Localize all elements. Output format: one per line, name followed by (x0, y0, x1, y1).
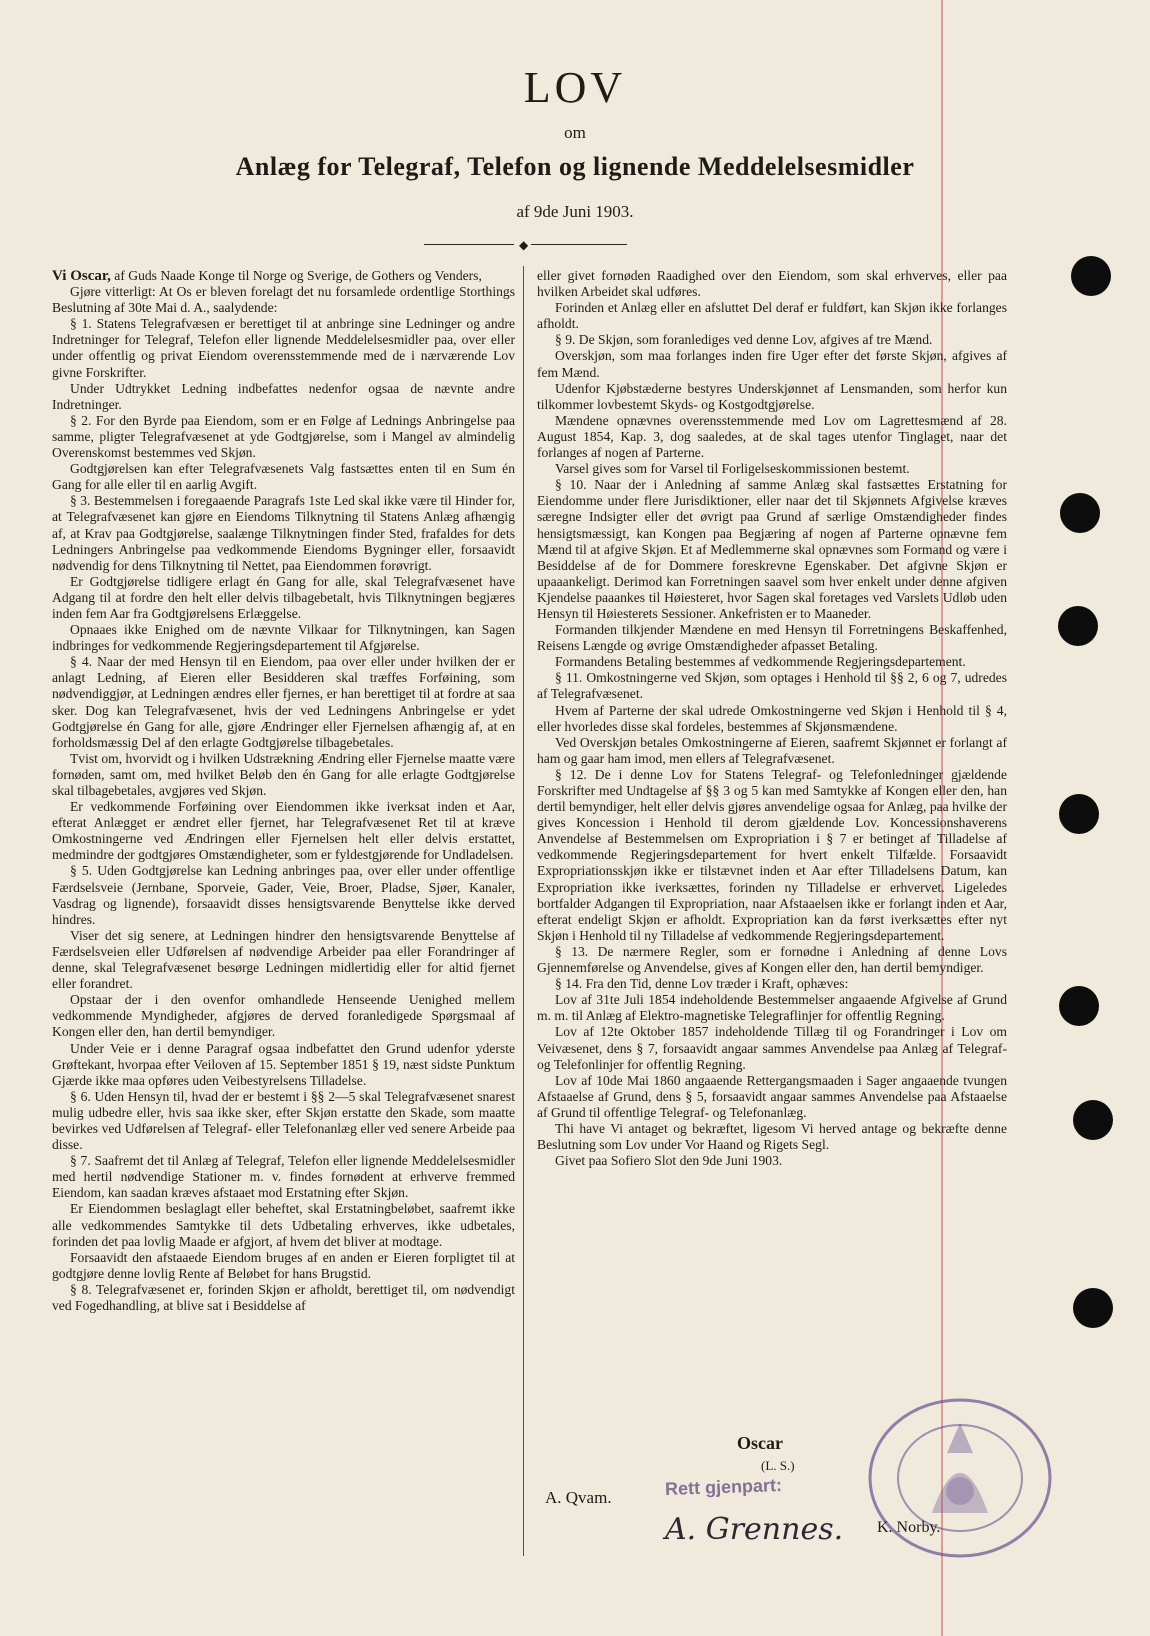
paragraph: Lov af 10de Mai 1860 angaaende Rettergangsmaaden i Sager angaaende tvungen Afstaaelse af Grund, dens § 5, forsaavidt angaar sammes Anvendelse paa Afstaaelse af Grund til offentlige Telegraf- og Telefonanlæg. (537, 1072, 1007, 1120)
paragraph: Under Veie er i denne Paragraf ogsaa indbefattet den Grund udenfor yderste Grøftekant, hvorpaa efter Veiloven af 15. September 1851 § 19, næst sidste Punktum Gjærde ikke maa opføres uden Veibestyrelsens Tilladelse. (52, 1040, 515, 1088)
paragraph: § 12. De i denne Lov for Statens Telegraf- og Telefonledninger gjældende Forskrifter med Undtagelse af §§ 3 og 5 kan med Samtykke af Kongen eller den, han dertil bemyndiger, helt eller delvis gjøres anvendelige ogsaa for Anlæg, paa hvilke der gives Koncession i Henhold til derom gjældende Lov. Koncessionshaverens Anvendelse af Bestemmelsen om Expropriation i § 7 er betinget af Tilladelse af vedkommende Regjeringsdepartement for hvert enkelt Tilfælde. Forsaavidt Expropriationsskjøn ikke er tilstævnet inden et Aar efter Tilladelsens Datum, kan Expropriation ikke iverksættes, forinden ny Tilladelse er erhvervet. Ligeledes bortfalder Adgangen til Expropriation, naar Afstaaelsen ikke er forlangt inden et Aar, efterat endeligt Skjøn er afholdt. Expropriation kan da først iverksættes efter nyt Skjøn i Henhold til ny Tilladelse af vedkommende Regjeringsdepartement. (537, 766, 1007, 943)
punch-hole (1060, 493, 1100, 533)
left-column (52, 268, 515, 1314)
column-separator (523, 266, 524, 1556)
paragraph: Lov af 12te Oktober 1857 indeholdende Tillæg til og Forandringer i Lov om Veivæsenet, dens § 7, forsaavidt angaar sammes Anvendelse paa Anlæg af Telegraf- og Telefonlinjer for offentlig Regning. (537, 1024, 1007, 1072)
punch-hole (1058, 606, 1098, 646)
paragraph-text: af Guds Naade Konge til Norge og Sverige, de Gothers og Venders, (114, 268, 482, 283)
paragraph: § 4. Naar der med Hensyn til en Eiendom, paa over eller under hvilken der er anlagt Ledning, af Eieren eller Besidderen skal træffes Forføining, som nødvendiggjør, at Ledningen ændres eller fjernes, er han berettiget til at fordre at saa sker. Dog kan Telegrafvæsenet, hvis der ved Ledningens Anbringelse er ydet Godtgjørelse én Gang for alle, gjøre Ændringer eller Fjernelsen afhængig af, at en forholdsmæssig Del af den erlagte Godtgjørelse tilbagebetales. (52, 654, 515, 750)
paragraph: Opstaar der i den ovenfor omhandlede Henseende Uenighed mellem vedkommende Myndigheder, afgjøres de derved foranledigede Spørgsmaal af Kongen eller den, han dertil bemyndiger. (52, 992, 515, 1040)
paragraph: § 13. De nærmere Regler, som er fornødne i Anledning af denne Lovs Gjennemførelse og Anvendelse, gives af Kongen eller den, han dertil bemyndiger. (537, 943, 1007, 976)
law-date: af 9de Juni 1903. (516, 202, 634, 221)
signature-minister: A. Qvam. (545, 1488, 612, 1507)
paragraph: Formanden tilkjender Mændene en med Hensyn til Forretningens Beskaffenhed, Reisens Længde og øvrige Omstændigheder afpasset Betaling. (537, 622, 1007, 654)
paragraph: § 10. Naar der i Anledning af samme Anlæg skal fastsættes Erstatning for Eiendomme under flere Jurisdiktioner, eller naar det til Skjønnets Afgivelse kræves særegne Indsigter eller det øvrigt paa Grund af særlige Omstændigheder findes hensigtsmæssigt, kan Kongen paa Begjæring af nogen af Parterne opnævne fem Mænd til at afgive Skjøn. Et af Medlemmerne skal opnævnes som Formand og være i Besiddelse af de for Dommere foreskrevne Egenskaber. Det afgivne Skjøn er upaaankeligt. Derimod kan Forretningen saavel som hver enkelt under denne afgiven Kjendelse paaankes til Høiesteret, hvor Sagen skal foretages ved Varslets Udløb uden Hensyn til Høiesterets Sessioner. Ankefristen er to Maaneder. (537, 477, 1007, 621)
paragraph: Hvem af Parterne der skal udrede Omkostningerne ved Skjøn i Henhold til § 4, eller hvorledes disse skal fordeles, bestemmes af Skjønsmændene. (537, 702, 1007, 734)
paragraph: Thi have Vi antaget og bekræftet, ligesom Vi herved antage og bekræfte denne Beslutning som Lov under Vor Haand og Rigets Segl. (537, 1120, 1007, 1153)
divider-left (424, 244, 514, 245)
paragraph: Ved Overskjøn betales Omkostningerne af Eieren, saafremt Skjønnet er forlangt af ham og gaar ham imod, men ellers af Telegrafvæsenet. (537, 734, 1007, 766)
paragraph: Formandens Betaling bestemmes af vedkommende Regjeringsdepartement. (555, 654, 966, 670)
paragraph: Gjøre vitterligt: At Os er bleven forelagt det nu forsamlede ordentlige Storthings Beslutning af 30te Mai d. A., saalydende: (52, 284, 515, 316)
paragraph: Givet paa Sofiero Slot den 9de Juni 1903. (555, 1153, 783, 1169)
law-title: LOV (523, 63, 627, 112)
paragraph: Er Eiendommen beslaglagt eller beheftet, skal Erstatningbeløbet, saafremt ikke alle vedkommendes Samtykke til dets Udbetaling erhverves, ikke udbetales, forinden det paa lovlig Maade er afgjort, af hvem det bliver at modtage. (52, 1201, 515, 1249)
law-title-om: om (564, 123, 586, 142)
paragraph: Tvist om, hvorvidt og i hvilken Udstrækning Ændring eller Fjernelse maatte være fornøden, samt om, med hvilket Beløb den én Gang for alle erlagte Godtgjørelse skal tilbagebetales, avgjøres ved Skjøn. (52, 750, 515, 798)
paragraph: § 11. Omkostningerne ved Skjøn, som optages i Henhold til §§ 2, 6 og 7, udredes af Telegrafvæsenet. (537, 670, 1007, 702)
punch-hole (1059, 986, 1099, 1026)
paragraph: § 8. Telegrafvæsenet er, forinden Skjøn er afholdt, berettiget til, om nødvendigt ved Fogedhandling, at blive sat i Besiddelse af (52, 1281, 515, 1313)
paragraph: § 7. Saafremt det til Anlæg af Telegraf, Telefon eller lignende Meddelelsesmidler med hertil nødvendige Stationer m. v. findes fornødent at erhverve fremmed Eiendom, kan saadan kræves afstaaet mod Erstatning efter Skjøn. (52, 1153, 515, 1201)
paragraph: Udenfor Kjøbstæderne bestyres Underskjønnet af Lensmanden, som herfor kun tilkommer lovbestemt Skyds- og Kostgodtgjørelse. (537, 380, 1007, 412)
paragraph: Varsel gives som for Varsel til Forligelseskommissionen bestemt. (555, 461, 910, 477)
signature-clerk: K. Norby. (877, 1519, 941, 1536)
paragraph: § 9. De Skjøn, som foranlediges ved denne Lov, afgives af tre Mænd. (555, 332, 933, 348)
paragraph: § 5. Uden Godtgjørelse kan Ledning anbringes paa, over eller under offentlige Færdselsveie (Jernbane, Sporveie, Gader, Veie, Broer, Pladse, Sjøer, Kanaler, Vasdrag og lignende), forsaavidt disses hensigtsvarende Benyttelse ikke derved hindres. (52, 863, 515, 927)
lead-text: Vi Oscar, (52, 268, 111, 284)
paragraph: Forinden et Anlæg eller en afsluttet Del deraf er fuldført, kan Skjøn ikke forlanges afholdt. (537, 300, 1007, 332)
paragraph: § 1. Statens Telegrafvæsen er berettiget til at anbringe sine Ledninger og andre Indretninger for Telegraf, Telefon eller lignende Meddelelsesmidler paa, over eller under offentlig og privat Eiendom overensstemmende med de i nærværende Lov givne Forskrifter. (52, 316, 515, 380)
paragraph: § 2. For den Byrde paa Eiendom, som er en Følge af Lednings Anbringelse paa samme, pligter Telegrafvæsenet at yde Godtgjørelse, som i Mangel av almindelig Overenskomst bestemmes ved Skjøn. (52, 412, 515, 461)
paragraph: Er vedkommende Forføining over Eiendommen ikke iverksat inden et Aar, efterat Anlægget er ændret eller fjernet, har Telegrafvæsenet Ret til at kræve Omkostningerne ved Ændringen eller Fjernelsen helt eller delvis erstattet, medmindre der godtgjøres Omstændigheter, som er fyldestgjørende for Undladelsen. (52, 799, 515, 863)
court-seal-stamp (862, 1393, 1058, 1563)
paragraph: Forsaavidt den afstaaede Eiendom bruges af en anden er Eieren forpligtet til at godtgjøre denne lovlig Rente af Beløbet for hans Brugstid. (52, 1249, 515, 1281)
handwritten-signature: A. Grennes. (665, 1512, 844, 1547)
paragraph: Viser det sig senere, at Ledningen hindrer den hensigtsvarende Benyttelse af Færdselsveien eller Udførelsen af nødvendige Arbeider paa eller Forandringer af denne, skal Telegrafvæsenet besørge Ledningen midlertidig eller for altid fjernet eller forandret. (52, 927, 515, 992)
divider-ornament: ◆ (519, 238, 529, 252)
punch-hole (1071, 256, 1111, 296)
paragraph: § 14. Fra den Tid, denne Lov træder i Kraft, ophæves: (555, 976, 849, 992)
paragraph: Opnaaes ikke Enighed om de nævnte Vilkaar for Tilknytningen, kan Sagen indbringes for vedkommende Regjeringsdepartement til Afgjørelse. (52, 622, 515, 654)
seal-mark: (L. S.) (761, 1458, 795, 1473)
punch-hole (1059, 794, 1099, 834)
paragraph: Lov af 31te Juli 1854 indeholdende Bestemmelser angaaende Afgivelse af Grund m. m. til Anlæg af Elektro-magnetiske Telegraflinjer for offentlig Regning. (537, 992, 1007, 1024)
punch-hole (1073, 1288, 1113, 1328)
paragraph (52, 268, 515, 284)
divider-right (531, 244, 627, 245)
right-column (537, 268, 1007, 1169)
paragraph: Overskjøn, som maa forlanges inden fire Uger efter det første Skjøn, afgives af fem Mænd. (537, 348, 1007, 380)
paragraph: § 6. Uden Hensyn til, hvad der er bestemt i §§ 2—5 skal Telegrafvæsenet snarest mulig udbedre eller, hvis saa ikke sker, efter Skjøn erstatte den Skade, som maatte bevirkes ved Udførelsen af Telegraf- eller Telefonanlæg eller ved senere Arbeide paa disse. (52, 1088, 515, 1153)
copy-stamp: Rett gjenpart: (664, 1474, 783, 1500)
punch-hole (1073, 1100, 1113, 1140)
paragraph: Mændene opnævnes overensstemmende med Lov om Lagrettesmænd af 28. August 1854, Kap. 3, dog saaledes, at de skal tages utenfor Tinglaget, naar det forlanges af nogen af Parterne. (537, 412, 1007, 461)
paragraph: Godtgjørelsen kan efter Telegrafvæsenets Valg fastsættes enten til en Sum én Gang for alle eller til en aarlig Avgift. (52, 461, 515, 493)
paragraph: § 3. Bestemmelsen i foregaaende Paragrafs 1ste Led skal ikke være til Hinder for, at Telegrafvæsenet kan gjøre en Eiendoms Tilknytning til Statens Anlæg afhængig af, at Krav paa Godtgjørelse, saalænge Tilknytningen finder Sted, frafaldes for dets Ledningers Anbringelse paa vedkommende Eiendoms Bygninger eller, forsaavidt nødvendig for dens Tilknytning til Nettet, paa Eiendommen forøvrigt. (52, 493, 515, 573)
paragraph: Er Godtgjørelse tidligere erlagt én Gang for alle, skal Telegrafvæsenet have Adgang til at fordre den helt eller delvis tilbagebetalt, hvis Tilknytningen begjæres inden fem Aar fra Godtgjørelsens Erlæggelse. (52, 573, 515, 621)
signature-king: Oscar (737, 1433, 783, 1453)
law-subject: Anlæg for Telegraf, Telefon og lignende Meddelelsesmidler (235, 152, 915, 181)
paragraph: eller givet fornøden Raadighed over den Eiendom, som skal erhverves, eller paa hvilken Arbeidet skal udføres. (537, 268, 1007, 300)
paragraph: Under Udtrykket Ledning indbefattes nedenfor ogsaa de nævnte andre Indretninger. (52, 380, 515, 412)
